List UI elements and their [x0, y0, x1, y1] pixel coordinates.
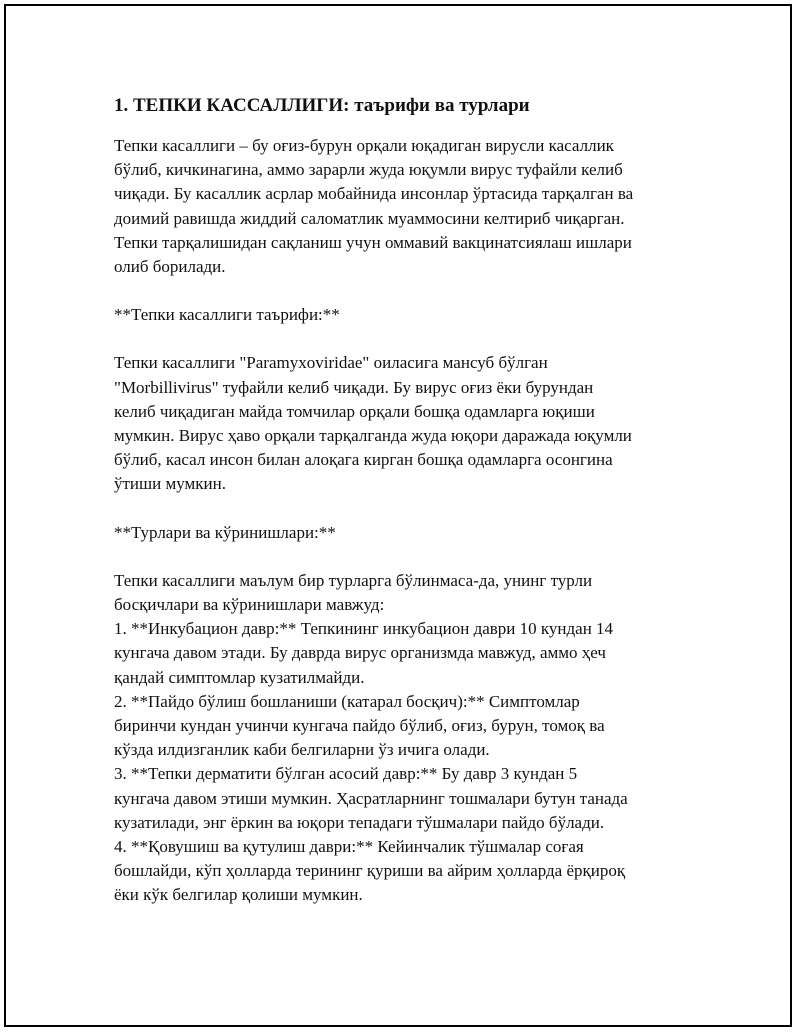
text-line: мумкин. Вирус ҳаво орқали тарқалганда жуда юқори даражада юқумли — [114, 426, 632, 446]
list-item-line: қандай симптомлар кузатилмайди. — [114, 667, 365, 687]
list-item-line: ёки кўк белгилар қолиши мумкин. — [114, 885, 363, 905]
text-line: олиб борилади. — [114, 257, 226, 277]
definition-heading: **Тепки касаллиги таърифи:** — [114, 305, 340, 325]
paragraph-gap — [114, 327, 704, 351]
paragraph-gap — [114, 545, 704, 569]
document-heading: 1. ТЕПКИ КАССАЛЛИГИ: таърифи ва турлари — [114, 95, 530, 116]
list-item-line: кузатилади, энг ёркин ва юқори тепадаги тўшмалари пайдо бўлади. — [114, 812, 605, 832]
list-item-line: 2. **Пайдо бўлиш бошланиши (катарал босқич):** Симптомлар — [114, 691, 580, 711]
text-line: доимий равишда жиддий саломатлик муаммосини келтириб чиқарган. — [114, 208, 625, 228]
definition-paragraph — [114, 351, 704, 496]
list-item-line: кўзда илдизганлик каби белгиларни ўз ичига олади. — [114, 740, 490, 760]
document-content — [114, 93, 704, 908]
text-line: бўлиб, кичкинагина, аммо зарарли жуда юқумли вирус туфайли келиб — [114, 160, 623, 180]
list-item-line: кунгача давом этиши мумкин. Ҳасратларнинг тошмалари бутун танада — [114, 788, 628, 808]
text-line: босқичлари ва кўринишлари мавжуд: — [114, 595, 385, 615]
types-paragraph — [114, 569, 704, 908]
text-line: келиб чиқадиган майда томчилар орқали бошқа одамларга юқиши — [114, 401, 595, 421]
list-item-line: 3. **Тепки дерматити бўлган асосий давр:** Бу давр 3 кундан 5 — [114, 764, 578, 784]
text-line: бўлиб, касал инсон билан алоқага кирган бошқа одамларга осонгина — [114, 450, 613, 470]
paragraph-gap — [114, 279, 704, 303]
types-heading: **Турлари ва кўринишлари:** — [114, 522, 336, 542]
list-item-line: биринчи кундан учинчи кунгача пайдо бўлиб, оғиз, бурун, томоқ ва — [114, 716, 605, 736]
paragraph-gap — [114, 497, 704, 521]
intro-paragraph — [114, 134, 704, 279]
text-line: Тепки касаллиги "Paramyxoviridae" оиласига мансуб бўлган — [114, 353, 548, 373]
text-line: чиқади. Бу касаллик асрлар мобайнида инсонлар ўртасида тарқалган ва — [114, 184, 634, 204]
text-line: Тепки касаллиги маълум бир турларга бўлинмаса-да, унинг турли — [114, 570, 593, 590]
text-line: ўтиши мумкин. — [114, 474, 226, 494]
list-item-line: 4. **Қовушиш ва қутулиш даври:** Кейинчалик тўшмалар соғая — [114, 837, 584, 857]
list-item-line: кунгача давом этади. Бу даврда вирус организмда мавжуд, аммо ҳеч — [114, 643, 606, 663]
list-item-line: 1. **Инкубацион давр:** Тепкининг инкубацион даври 10 кундан 14 — [114, 619, 614, 639]
text-line: "Morbillivirus" туфайли келиб чиқади. Бу вирус оғиз ёки бурундан — [114, 377, 594, 397]
text-line: Тепки тарқалишидан сақланиш учун оммавий вакцинатсиялаш ишлари — [114, 232, 632, 252]
text-line: Тепки касаллиги – бу оғиз-бурун орқали юқадиган вирусли касаллик — [114, 136, 614, 155]
list-item-line: бошлайди, кўп ҳолларда терининг қуриши ва айрим ҳолларда ёрқироқ — [114, 861, 626, 881]
